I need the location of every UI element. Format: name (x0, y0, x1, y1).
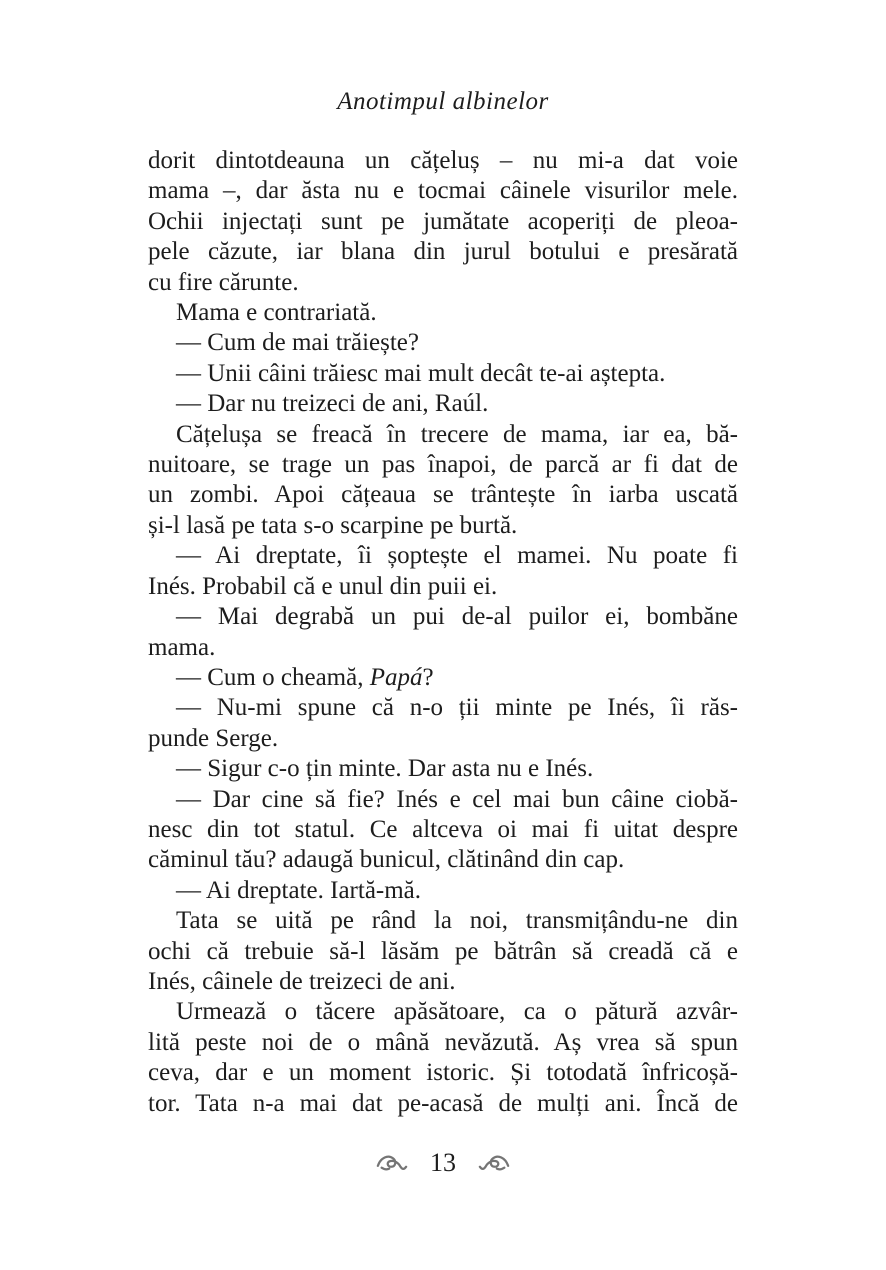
text-line: — Sigur c-o țin minte. Dar asta nu e Inés. (176, 755, 594, 783)
paragraph (148, 602, 738, 663)
swirl-flourish-mirrored-icon (478, 1153, 510, 1173)
text-line: nuitoare, se trage un pas înapoi, de parcă ar fi dat de (148, 451, 738, 479)
text-line: Ochii injectați sunt pe jumătate acoperiți de pleoa- (148, 207, 738, 235)
paragraph (148, 785, 738, 876)
text-block (148, 146, 738, 1119)
page-footer (0, 1148, 886, 1178)
paragraph (148, 146, 738, 298)
text-line: un zombi. Apoi cățeaua se trântește în iarba uscată (148, 481, 738, 509)
text-line: cu fire cărunte. (148, 268, 299, 296)
text-line: — Ai dreptate, îi șoptește el mamei. Nu poate fi (176, 542, 738, 570)
text-line: — Cum de mai trăiește? (176, 329, 419, 357)
paragraph (148, 693, 738, 754)
text-line: pele căzute, iar blana din jurul botului e presărată (148, 238, 738, 266)
paragraph (148, 359, 738, 389)
paragraph (148, 663, 738, 693)
paragraph (148, 420, 738, 542)
text-line: — Dar cine să fie? Inés e cel mai bun câine ciobă- (176, 785, 738, 813)
text-line: — Mai degrabă un pui de-al puilor ei, bombăne (176, 603, 738, 631)
text-line: Tata se uită pe rând la noi, transmițându-ne din (176, 907, 738, 935)
paragraph (148, 389, 738, 419)
paragraph (148, 754, 738, 784)
text-line: mama. (148, 633, 216, 661)
text-line: tor. Tata n-a mai dat pe-acasă de mulți ani. Încă de (148, 1089, 738, 1117)
text-line: Urmează o tăcere apăsătoare, ca o pătură azvâr- (176, 998, 738, 1026)
paragraph (148, 541, 738, 602)
text-line: mama –, dar ăsta nu e tocmai câinele visurilor mele. (148, 177, 738, 205)
text-line: Inés, câinele de treizeci de ani. (148, 967, 456, 995)
running-header-title: Anotimpul albinelor (337, 88, 549, 115)
text-line: punde Serge. (148, 724, 279, 752)
text-line: dorit dintotdeauna un cățeluș – nu mi-a dat voie (148, 147, 738, 174)
paragraph (148, 328, 738, 358)
paragraph (148, 906, 738, 997)
text-line: căminul tău? adaugă bunicul, clătinând din cap. (148, 846, 625, 874)
text-line: ceva, dar e un moment istoric. Și totodată înfricoșă- (148, 1059, 738, 1087)
text-line: — Ai dreptate. Iartă-mă. (176, 876, 422, 904)
text-line: Mama e contrariată. (176, 299, 377, 327)
text-line: Inés. Probabil că e unul din puii ei. (148, 572, 498, 600)
text-line: — Nu-mi spune că n-o ții minte pe Inés, îi răs- (176, 694, 738, 722)
text-line: — Unii câini trăiesc mai mult decât te-ai aștepta. (176, 359, 666, 387)
text-line: nesc din tot statul. Ce altceva oi mai fi uitat despre (148, 815, 738, 843)
text-line: — Cum o cheamă, Papá? (176, 663, 434, 691)
page-number: 13 (430, 1148, 456, 1177)
paragraph (148, 876, 738, 906)
text-line: ochi că trebuie să-l lăsăm pe bătrân să creadă că e (148, 937, 738, 965)
text-line: Cățelușa se freacă în trecere de mama, iar ea, bă- (176, 420, 738, 448)
paragraph (148, 298, 738, 328)
text-line: lită peste noi de o mână nevăzută. Aș vrea să spun (148, 1028, 738, 1056)
text-line: și-l lasă pe tata s-o scarpine pe burtă. (148, 511, 518, 539)
paragraph (148, 997, 738, 1119)
swirl-flourish-icon (376, 1153, 408, 1173)
text-line: — Dar nu treizeci de ani, Raúl. (176, 390, 489, 418)
